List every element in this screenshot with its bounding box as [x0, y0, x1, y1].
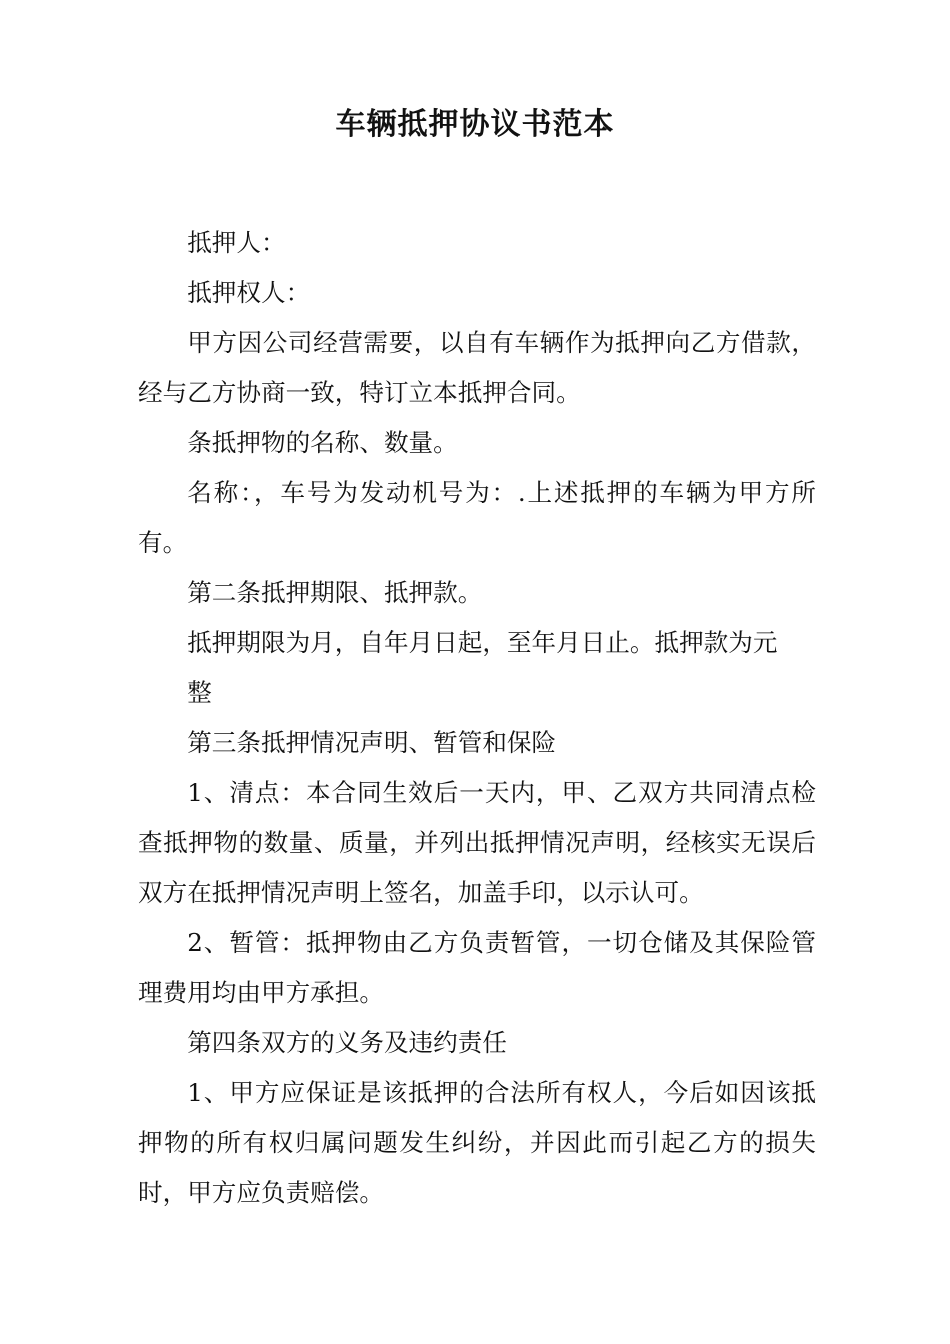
paragraph-article-2-body-end: 整: [187, 678, 212, 707]
paragraph-preamble: 甲方因公司经营需要，以自有车辆作为抵押向乙方借款，经与乙方协商一致，特订立本抵押合同。: [138, 328, 816, 407]
paragraph-article-1-heading: 条抵押物的名称、数量。: [187, 428, 458, 457]
document-title: 车辆抵押协议书范本: [335, 107, 615, 142]
paragraph-mortgagor: 抵押人：: [187, 228, 286, 257]
paragraph-article-1-body: 名称：，车号为发动机号为：.上述抵押的车辆为甲方所有。: [138, 478, 816, 557]
paragraph-article-3-item-2: 2、暂管：抵押物由乙方负责暂管，一切仓储及其保险管理费用均由甲方承担。: [138, 928, 816, 1007]
paragraph-mortgagee: 抵押权人：: [187, 278, 311, 307]
document-body: [138, 218, 816, 1218]
paragraph-article-4-heading: 第四条双方的义务及违约责任: [187, 1028, 507, 1057]
paragraph-article-2-body: 抵押期限为月，自年月日起，至年月日止。抵押款为元: [187, 628, 778, 657]
paragraph-article-3-heading: 第三条抵押情况声明、暂管和保险: [187, 728, 557, 757]
paragraph-article-4-item-1: 1、甲方应保证是该抵押的合法所有权人，今后如因该抵押物的所有权归属问题发生纠纷，并因此而引起乙方的损失时，甲方应负责赔偿。: [138, 1078, 816, 1207]
paragraph-article-3-item-1: 1、清点：本合同生效后一天内，甲、乙双方共同清点检查抵押物的数量、质量，并列出抵押情况声明，经核实无误后双方在抵押情况声明上签名，加盖手印，以示认可。: [138, 778, 816, 907]
paragraph-article-2-heading: 第二条抵押期限、抵押款。: [187, 578, 483, 607]
